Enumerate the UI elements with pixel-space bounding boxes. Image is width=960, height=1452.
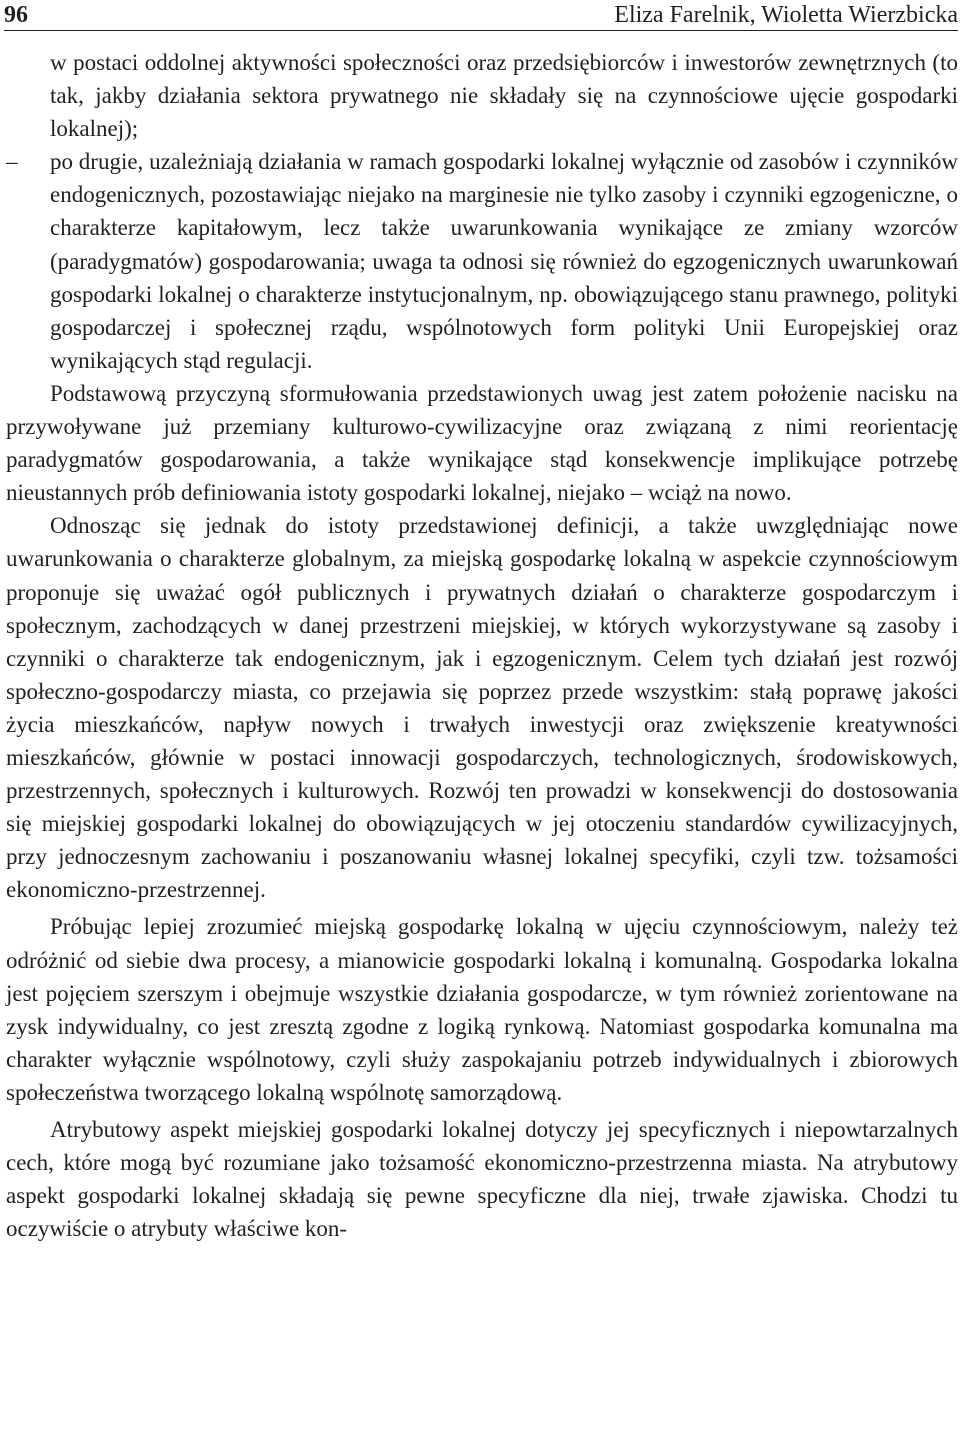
body-text <box>6 46 958 1245</box>
paragraph-probujac: Próbując lepiej zrozumieć miejską gospodarkę lokalną w ujęciu czynnościowym, należy też odróżnić od siebie dwa procesy, a mianowicie gospodarki lokalną i komunalną. Gospodarka lokalna jest pojęciem szerszym i obejmuje wszystkie działania gospodarcze, w tym również zorientowane na zysk indywidualny, co jest zresztą zgodne z logiką rynkową. Natomiast gospodarka komunalna ma charakter wyłącznie wspólnotowy, czyli służy zaspokajaniu potrzeb indywidualnych i zbiorowych społeczeństwa tworzącego lokalną wspólnotę samorządową. <box>6 914 958 1105</box>
list-item-second-text: po drugie, uzależniają działania w ramach gospodarki lokalnej wyłącznie od zasobów i czynników endogenicznych, pozostawiając niejako na marginesie nie tylko zasoby i czynniki egzogeniczne, o charakterze kapitałowym, lecz także uwarunkowania wynikające ze zmiany wzorców (paradygmatów) gospodarowania; uwaga ta odnosi się również do egzogenicznych uwarunkowań gospodarki lokalnej o charakterze instytucjonalnym, np. obowiązującego stanu prawnego, polityki gospodarczej i społecznej rządu, wspólnotowych form polityki Unii Europejskiej oraz wynikających stąd regulacji. <box>50 149 958 373</box>
running-head-authors: Eliza Farelnik, Wioletta Wierzbicka <box>614 2 958 28</box>
page-number: 96 <box>4 2 28 28</box>
paragraph-podstawowa: Podstawową przyczyną sformułowania przedstawionych uwag jest zatem położenie nacisku na przywoływane już przemiany kulturowo-cywilizacyjne oraz związaną z nimi reorientację paradygmatów gospodarowania, a także wynikające stąd konsekwencje implikujące potrzebę nieustannych prób definiowania istoty gospodarki lokalnej, niejako – wciąż na nowo. <box>6 380 958 506</box>
list-item-second <box>6 145 958 377</box>
list-item-continuation: w postaci oddolnej aktywności społeczności oraz przedsiębiorców i inwestorów zewnętrznych (to tak, jakby działania sektora prywatnego nie składały się na czynnościowe ujęcie gospodarki lokalnej); <box>50 50 958 142</box>
running-head <box>4 0 958 31</box>
paragraph-odnoszac: Odnosząc się jednak do istoty przedstawionej definicji, a także uwzględniając nowe uwarunkowania o charakterze globalnym, za miejską gospodarkę lokalną w aspekcie czynnościowym proponuje się uważać ogół publicznych i prywatnych działań o charakterze gospodarczym i społecznym, zachodzących w danej przestrzeni miejskiej, w których wykorzystywane są zasoby i czynniki o charakterze tak endogenicznym, jak i egzogenicznym. Celem tych działań jest rozwój społeczno-gospodarczy miasta, co przejawia się poprzez przede wszystkim: stałą poprawę jakości życia mieszkańców, napływ nowych i trwałych inwestycji oraz zwiększenie kreatywności mieszkańców, głównie w postaci innowacji gospodarczych, technologicznych, środowiskowych, przestrzennych, społecznych i kulturowych. Rozwój ten prowadzi w konsekwencji do dostosowania się miejskiej gospodarki lokalnej do obowiązujących w jej otoczeniu standardów cywilizacyjnych, przy jednoczesnym zachowaniu i poszanowaniu własnej lokalnej specyfiki, czyli tzw. tożsamości ekonomiczno-przestrzennej. <box>6 513 958 903</box>
paragraph-atrybutowy: Atrybutowy aspekt miejskiej gospodarki lokalnej dotyczy jej specyficznych i niepowtarzalnych cech, które mogą być rozumiane jako tożsamość ekonomiczno-przestrzenna miasta. Na atrybutowy aspekt gospodarki lokalnej składają się pewne specyficzne dla niej, trwałe zjawiska. Chodzi tu oczywiście o atrybuty właściwe kon- <box>6 1117 958 1242</box>
dash-bullet: – <box>6 149 18 175</box>
